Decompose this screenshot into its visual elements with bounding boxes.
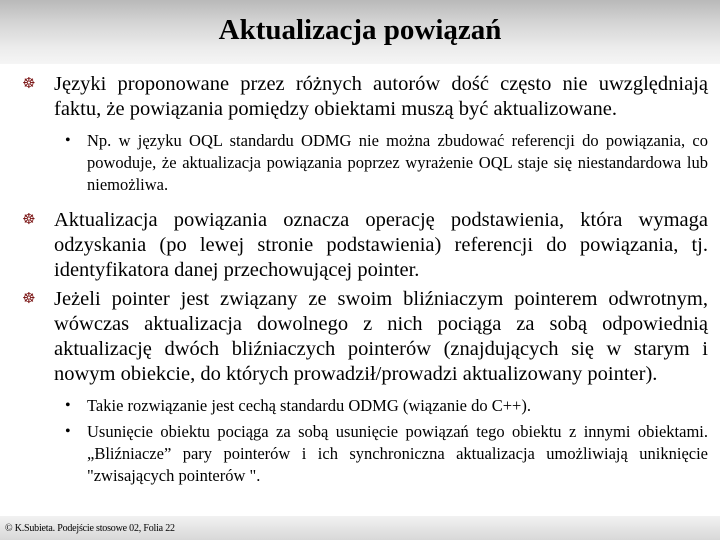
slide-title: Aktualizacja powiązań (218, 14, 502, 46)
bullet-item-3 (22, 287, 708, 387)
slide-body (0, 72, 720, 487)
wheel-bullet-icon: ☸ (22, 212, 36, 228)
sub-bullet-text: Np. w języku OQL standardu ODMG nie można zbudować referencji do powiązania, co powoduje, że aktualizacja powiązania poprzez wyrażenie OQL staje się niestandardowa lub niemożliwa. (87, 131, 708, 194)
bullet-item-1 (22, 72, 708, 122)
wheel-bullet-icon: ☸ (22, 76, 36, 92)
title-bar (0, 0, 720, 64)
bullet-text: Jeżeli pointer jest związany ze swoim bliźniaczym pointerem odwrotnym, wówczas aktualizacja dowolnego z nich pociąga za sobą odpowiednią aktualizację dwóch bliźniaczych pointerów (znajdujących się w starym i nowym obiekcie, do których prowadził/prowadzi aktualizowany pointer). (54, 288, 708, 385)
sub-bullet-item-3-1 (65, 395, 708, 417)
dot-bullet-icon: • (65, 397, 71, 414)
bullet-text: Języki proponowane przez różnych autorów dość często nie uwzględniają faktu, że powiązania pomiędzy obiektami muszą być aktualizowane. (54, 73, 708, 120)
sub-bullet-text: Usunięcie obiektu pociąga za sobą usunięcie powiązań tego obiektu z innymi obiektami. „Bliźniacze” pary pointerów i ich synchroniczna aktualizacja umożliwiają uniknięcie "zwisających pointerów ". (87, 422, 708, 485)
dot-bullet-icon: • (65, 423, 71, 440)
footer-copyright: © K.Subieta. Podejście stosowe 02, Folia 22 (5, 523, 175, 534)
sub-bullet-item-3-2 (65, 421, 708, 487)
bullet-text: Aktualizacja powiązania oznacza operację podstawienia, która wymaga odzyskania (po lewej stronie podstawienia) referencji do powiązania, tj. identyfikatora danej przechowującej pointer. (54, 209, 708, 281)
wheel-bullet-icon: ☸ (22, 291, 36, 307)
footer-bar (0, 516, 720, 540)
dot-bullet-icon: • (65, 132, 71, 149)
bullet-item-2 (22, 208, 708, 283)
sub-bullet-text: Takie rozwiązanie jest cechą standardu ODMG (wiązanie do C++). (87, 396, 531, 415)
sub-bullet-item-1-1 (65, 130, 708, 196)
